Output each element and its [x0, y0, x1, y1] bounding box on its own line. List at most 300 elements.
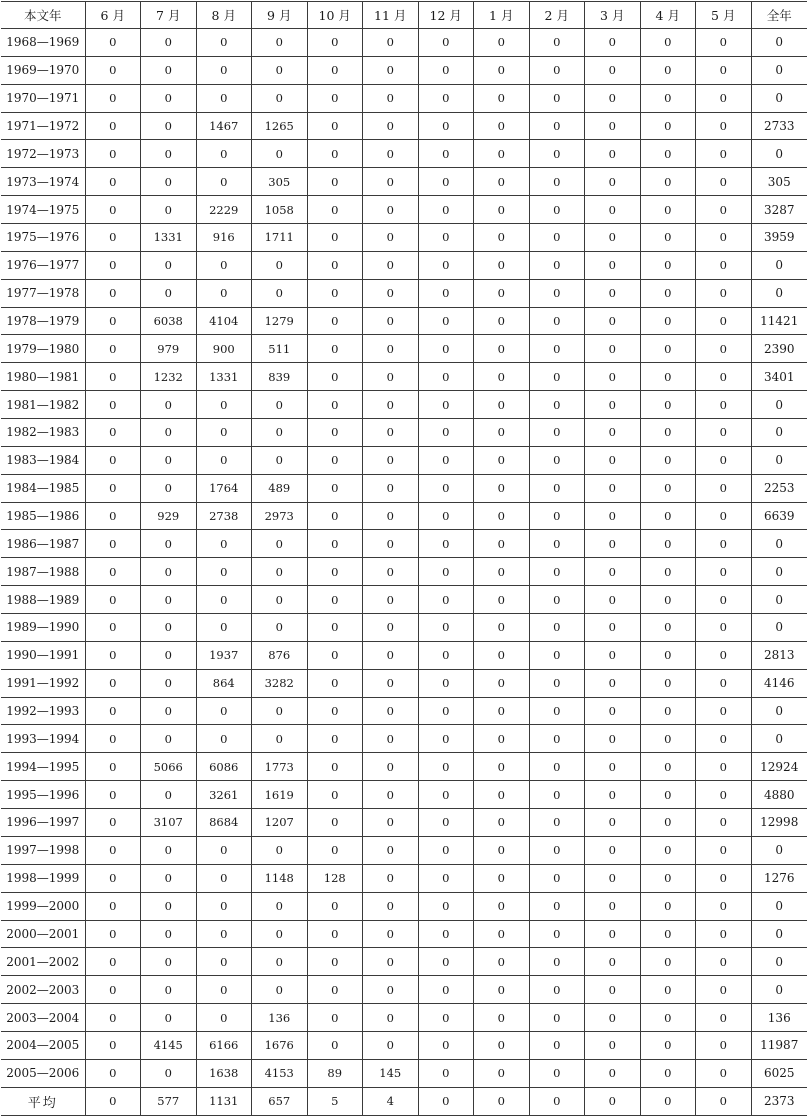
value-cell: 0 — [418, 224, 474, 252]
value-cell: 0 — [363, 446, 419, 474]
value-cell: 0 — [307, 669, 363, 697]
total-cell: 0 — [751, 697, 807, 725]
value-cell: 0 — [363, 614, 419, 642]
value-cell: 0 — [307, 224, 363, 252]
value-cell: 0 — [141, 976, 197, 1004]
table-row — [1, 29, 807, 57]
value-cell: 0 — [529, 864, 585, 892]
value-cell: 0 — [196, 1004, 252, 1032]
total-cell: 2733 — [751, 112, 807, 140]
value-cell: 1207 — [252, 809, 308, 837]
value-cell: 0 — [307, 809, 363, 837]
value-cell: 0 — [307, 1004, 363, 1032]
value-cell: 0 — [474, 335, 530, 363]
value-cell: 0 — [307, 892, 363, 920]
value-cell: 0 — [640, 1059, 696, 1087]
table-row — [1, 391, 807, 419]
total-cell: 0 — [751, 419, 807, 447]
table-row — [1, 809, 807, 837]
value-cell: 0 — [529, 446, 585, 474]
value-cell: 0 — [640, 56, 696, 84]
year-cell: 1975—1976 — [1, 224, 85, 252]
value-cell: 0 — [85, 1059, 141, 1087]
value-cell: 0 — [585, 419, 641, 447]
year-cell: 1996—1997 — [1, 809, 85, 837]
value-cell: 0 — [141, 391, 197, 419]
value-cell: 0 — [418, 781, 474, 809]
value-cell: 0 — [363, 976, 419, 1004]
value-cell: 0 — [529, 29, 585, 57]
value-cell: 0 — [85, 836, 141, 864]
value-cell: 0 — [85, 446, 141, 474]
value-cell: 0 — [418, 56, 474, 84]
value-cell: 0 — [474, 502, 530, 530]
value-cell: 0 — [141, 641, 197, 669]
value-cell: 0 — [696, 224, 752, 252]
value-cell: 0 — [363, 530, 419, 558]
value-cell: 0 — [640, 307, 696, 335]
value-cell: 0 — [696, 196, 752, 224]
value-cell: 0 — [141, 84, 197, 112]
value-cell: 0 — [252, 419, 308, 447]
value-cell: 0 — [196, 29, 252, 57]
value-cell: 0 — [474, 697, 530, 725]
value-cell: 0 — [640, 809, 696, 837]
value-cell: 0 — [585, 446, 641, 474]
value-cell: 0 — [640, 836, 696, 864]
value-cell: 0 — [474, 1004, 530, 1032]
value-cell: 0 — [141, 948, 197, 976]
value-cell: 0 — [252, 697, 308, 725]
value-cell: 0 — [141, 1004, 197, 1032]
value-cell: 929 — [141, 502, 197, 530]
value-cell: 1331 — [196, 363, 252, 391]
value-cell: 0 — [696, 836, 752, 864]
total-cell: 6639 — [751, 502, 807, 530]
value-cell: 0 — [196, 84, 252, 112]
total-cell: 12924 — [751, 753, 807, 781]
value-cell: 0 — [640, 419, 696, 447]
value-cell: 0 — [141, 112, 197, 140]
value-cell: 0 — [141, 725, 197, 753]
value-cell: 0 — [196, 419, 252, 447]
value-cell: 0 — [418, 474, 474, 502]
value-cell: 0 — [85, 84, 141, 112]
value-cell: 0 — [474, 725, 530, 753]
value-cell: 1331 — [141, 224, 197, 252]
value-cell: 0 — [418, 307, 474, 335]
value-cell: 0 — [696, 753, 752, 781]
value-cell: 0 — [85, 251, 141, 279]
value-cell: 0 — [474, 363, 530, 391]
value-cell: 0 — [196, 168, 252, 196]
value-cell: 0 — [640, 446, 696, 474]
table-row — [1, 1031, 807, 1059]
value-cell: 0 — [196, 892, 252, 920]
total-cell: 136 — [751, 1004, 807, 1032]
value-cell: 4104 — [196, 307, 252, 335]
value-cell: 0 — [252, 725, 308, 753]
value-cell: 0 — [696, 446, 752, 474]
header-month: 11 月 — [363, 2, 419, 29]
header-year: 本文年 — [1, 2, 85, 29]
value-cell: 0 — [529, 251, 585, 279]
value-cell: 0 — [696, 307, 752, 335]
value-cell: 0 — [85, 474, 141, 502]
total-cell: 11987 — [751, 1031, 807, 1059]
total-cell: 12998 — [751, 809, 807, 837]
year-cell: 1976—1977 — [1, 251, 85, 279]
value-cell: 0 — [585, 669, 641, 697]
header-month: 5 月 — [696, 2, 752, 29]
value-cell: 0 — [474, 84, 530, 112]
value-cell: 0 — [196, 920, 252, 948]
value-cell: 0 — [696, 614, 752, 642]
value-cell: 0 — [85, 976, 141, 1004]
value-cell: 0 — [585, 502, 641, 530]
value-cell: 4145 — [141, 1031, 197, 1059]
value-cell: 0 — [363, 56, 419, 84]
total-cell: 0 — [751, 391, 807, 419]
table-row — [1, 112, 807, 140]
value-cell: 0 — [196, 446, 252, 474]
value-cell: 0 — [85, 112, 141, 140]
value-cell: 0 — [585, 474, 641, 502]
value-cell: 0 — [363, 140, 419, 168]
year-cell: 1981—1982 — [1, 391, 85, 419]
value-cell: 0 — [418, 1031, 474, 1059]
value-cell: 0 — [696, 530, 752, 558]
value-cell: 0 — [640, 84, 696, 112]
value-cell: 1676 — [252, 1031, 308, 1059]
value-cell: 0 — [307, 753, 363, 781]
value-cell: 0 — [529, 586, 585, 614]
value-cell: 0 — [85, 725, 141, 753]
value-cell: 1131 — [196, 1087, 252, 1115]
value-cell: 0 — [418, 558, 474, 586]
total-cell: 0 — [751, 614, 807, 642]
value-cell: 0 — [529, 307, 585, 335]
value-cell: 511 — [252, 335, 308, 363]
value-cell: 0 — [585, 836, 641, 864]
header-month: 9 月 — [252, 2, 308, 29]
value-cell: 0 — [196, 725, 252, 753]
value-cell: 0 — [585, 56, 641, 84]
value-cell: 0 — [529, 84, 585, 112]
data-table — [1, 1, 807, 1116]
total-cell: 2253 — [751, 474, 807, 502]
value-cell: 0 — [141, 446, 197, 474]
value-cell: 0 — [418, 335, 474, 363]
value-cell: 0 — [363, 335, 419, 363]
value-cell: 0 — [640, 1004, 696, 1032]
value-cell: 0 — [696, 697, 752, 725]
year-cell: 1992—1993 — [1, 697, 85, 725]
value-cell: 0 — [252, 140, 308, 168]
value-cell: 0 — [585, 363, 641, 391]
value-cell: 2738 — [196, 502, 252, 530]
header-month: 1 月 — [474, 2, 530, 29]
value-cell: 0 — [585, 892, 641, 920]
value-cell: 0 — [307, 29, 363, 57]
year-cell: 1994—1995 — [1, 753, 85, 781]
total-cell: 11421 — [751, 307, 807, 335]
value-cell: 0 — [252, 976, 308, 1004]
value-cell: 0 — [696, 725, 752, 753]
value-cell: 0 — [363, 1004, 419, 1032]
value-cell: 0 — [585, 586, 641, 614]
value-cell: 0 — [418, 502, 474, 530]
value-cell: 0 — [418, 948, 474, 976]
value-cell: 0 — [307, 446, 363, 474]
year-cell: 2005—2006 — [1, 1059, 85, 1087]
value-cell: 0 — [474, 224, 530, 252]
table-row — [1, 586, 807, 614]
value-cell: 0 — [141, 56, 197, 84]
value-cell: 489 — [252, 474, 308, 502]
value-cell: 0 — [529, 725, 585, 753]
value-cell: 0 — [85, 56, 141, 84]
value-cell: 0 — [474, 474, 530, 502]
value-cell: 0 — [307, 307, 363, 335]
total-cell: 0 — [751, 586, 807, 614]
value-cell: 0 — [696, 474, 752, 502]
table-row — [1, 697, 807, 725]
total-cell: 305 — [751, 168, 807, 196]
value-cell: 0 — [529, 1059, 585, 1087]
value-cell: 0 — [363, 391, 419, 419]
value-cell: 0 — [252, 251, 308, 279]
value-cell: 0 — [529, 168, 585, 196]
value-cell: 0 — [696, 140, 752, 168]
table-row — [1, 920, 807, 948]
value-cell: 0 — [85, 948, 141, 976]
total-cell: 6025 — [751, 1059, 807, 1087]
value-cell: 0 — [196, 251, 252, 279]
value-cell: 0 — [640, 948, 696, 976]
value-cell: 0 — [85, 809, 141, 837]
year-cell: 1970—1971 — [1, 84, 85, 112]
value-cell: 0 — [307, 781, 363, 809]
value-cell: 0 — [141, 530, 197, 558]
value-cell: 0 — [640, 753, 696, 781]
total-cell: 2373 — [751, 1087, 807, 1115]
value-cell: 0 — [585, 864, 641, 892]
value-cell: 0 — [418, 697, 474, 725]
value-cell: 0 — [418, 196, 474, 224]
value-cell: 0 — [640, 669, 696, 697]
year-cell: 1982—1983 — [1, 419, 85, 447]
value-cell: 0 — [141, 697, 197, 725]
value-cell: 0 — [196, 836, 252, 864]
value-cell: 0 — [529, 196, 585, 224]
value-cell: 0 — [363, 920, 419, 948]
total-cell: 0 — [751, 29, 807, 57]
total-cell: 0 — [751, 279, 807, 307]
year-cell: 1990—1991 — [1, 641, 85, 669]
value-cell: 0 — [363, 363, 419, 391]
value-cell: 0 — [585, 1004, 641, 1032]
value-cell: 0 — [196, 697, 252, 725]
table-row — [1, 530, 807, 558]
year-cell: 1980—1981 — [1, 363, 85, 391]
year-cell: 1989—1990 — [1, 614, 85, 642]
value-cell: 0 — [640, 112, 696, 140]
value-cell: 0 — [529, 363, 585, 391]
table-row — [1, 56, 807, 84]
value-cell: 0 — [307, 56, 363, 84]
value-cell: 0 — [696, 892, 752, 920]
value-cell: 657 — [252, 1087, 308, 1115]
average-row — [1, 1087, 807, 1115]
value-cell: 0 — [696, 920, 752, 948]
year-cell: 1986—1987 — [1, 530, 85, 558]
value-cell: 0 — [85, 558, 141, 586]
value-cell: 0 — [696, 391, 752, 419]
value-cell: 0 — [418, 140, 474, 168]
value-cell: 0 — [696, 669, 752, 697]
year-cell: 1979—1980 — [1, 335, 85, 363]
value-cell: 0 — [696, 976, 752, 1004]
value-cell: 0 — [585, 781, 641, 809]
value-cell: 0 — [196, 391, 252, 419]
header-total: 全年 — [751, 2, 807, 29]
value-cell: 0 — [363, 725, 419, 753]
value-cell: 0 — [418, 753, 474, 781]
value-cell: 864 — [196, 669, 252, 697]
value-cell: 0 — [529, 697, 585, 725]
value-cell: 0 — [640, 558, 696, 586]
value-cell: 0 — [529, 1004, 585, 1032]
value-cell: 0 — [85, 753, 141, 781]
table-row — [1, 140, 807, 168]
value-cell: 0 — [585, 753, 641, 781]
value-cell: 0 — [585, 307, 641, 335]
value-cell: 0 — [474, 279, 530, 307]
value-cell: 0 — [307, 976, 363, 1004]
value-cell: 0 — [474, 530, 530, 558]
value-cell: 0 — [640, 279, 696, 307]
value-cell: 0 — [363, 586, 419, 614]
value-cell: 0 — [418, 363, 474, 391]
value-cell: 0 — [474, 140, 530, 168]
table-row — [1, 558, 807, 586]
value-cell: 0 — [474, 892, 530, 920]
value-cell: 0 — [474, 29, 530, 57]
value-cell: 0 — [196, 976, 252, 1004]
value-cell: 0 — [307, 140, 363, 168]
value-cell: 0 — [418, 251, 474, 279]
value-cell: 0 — [418, 1059, 474, 1087]
value-cell: 0 — [640, 335, 696, 363]
value-cell: 0 — [640, 697, 696, 725]
value-cell: 0 — [529, 669, 585, 697]
value-cell: 0 — [474, 809, 530, 837]
year-cell: 1973—1974 — [1, 168, 85, 196]
value-cell: 0 — [196, 279, 252, 307]
value-cell: 0 — [529, 502, 585, 530]
value-cell: 0 — [696, 279, 752, 307]
value-cell: 0 — [585, 224, 641, 252]
value-cell: 0 — [585, 29, 641, 57]
value-cell: 0 — [640, 892, 696, 920]
value-cell: 0 — [363, 753, 419, 781]
table-row — [1, 641, 807, 669]
value-cell: 0 — [307, 251, 363, 279]
value-cell: 839 — [252, 363, 308, 391]
table-body — [1, 29, 807, 1116]
value-cell: 0 — [529, 140, 585, 168]
value-cell: 145 — [363, 1059, 419, 1087]
value-cell: 0 — [529, 948, 585, 976]
value-cell: 0 — [85, 29, 141, 57]
value-cell: 0 — [696, 29, 752, 57]
value-cell: 0 — [474, 976, 530, 1004]
year-cell: 1991—1992 — [1, 669, 85, 697]
table-row — [1, 948, 807, 976]
total-cell: 0 — [751, 976, 807, 1004]
value-cell: 0 — [529, 1087, 585, 1115]
value-cell: 0 — [418, 279, 474, 307]
value-cell: 0 — [196, 586, 252, 614]
value-cell: 0 — [640, 474, 696, 502]
value-cell: 5 — [307, 1087, 363, 1115]
header-month: 2 月 — [529, 2, 585, 29]
year-cell: 2003—2004 — [1, 1004, 85, 1032]
value-cell: 0 — [252, 84, 308, 112]
value-cell: 3107 — [141, 809, 197, 837]
value-cell: 0 — [640, 168, 696, 196]
total-cell: 3287 — [751, 196, 807, 224]
value-cell: 0 — [696, 363, 752, 391]
value-cell: 0 — [141, 892, 197, 920]
value-cell: 0 — [418, 84, 474, 112]
value-cell: 0 — [307, 1031, 363, 1059]
value-cell: 0 — [141, 864, 197, 892]
value-cell: 1937 — [196, 641, 252, 669]
value-cell: 0 — [85, 168, 141, 196]
value-cell: 0 — [85, 279, 141, 307]
table-row — [1, 614, 807, 642]
value-cell: 0 — [529, 56, 585, 84]
value-cell: 0 — [640, 196, 696, 224]
header-month: 8 月 — [196, 2, 252, 29]
table-row — [1, 976, 807, 1004]
table-row — [1, 502, 807, 530]
table-row — [1, 474, 807, 502]
table-row — [1, 168, 807, 196]
value-cell: 1467 — [196, 112, 252, 140]
year-cell: 2004—2005 — [1, 1031, 85, 1059]
total-cell: 0 — [751, 948, 807, 976]
value-cell: 0 — [418, 112, 474, 140]
value-cell: 0 — [252, 892, 308, 920]
value-cell: 0 — [141, 140, 197, 168]
value-cell: 0 — [474, 864, 530, 892]
value-cell: 0 — [363, 669, 419, 697]
value-cell: 5066 — [141, 753, 197, 781]
header-month: 12 月 — [418, 2, 474, 29]
value-cell: 0 — [640, 224, 696, 252]
value-cell: 0 — [529, 558, 585, 586]
value-cell: 0 — [252, 391, 308, 419]
value-cell: 0 — [474, 753, 530, 781]
value-cell: 0 — [196, 56, 252, 84]
value-cell: 0 — [696, 781, 752, 809]
value-cell: 0 — [474, 307, 530, 335]
value-cell: 0 — [307, 419, 363, 447]
value-cell: 0 — [696, 84, 752, 112]
